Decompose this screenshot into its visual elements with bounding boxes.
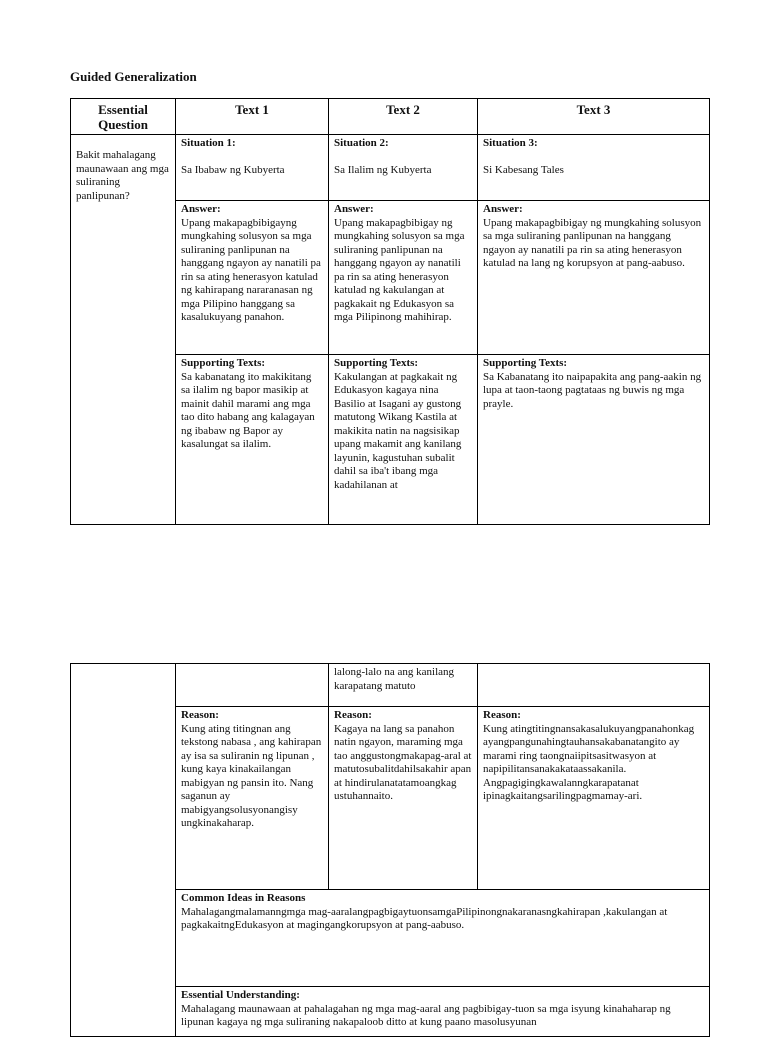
supporting-1-cell-continued bbox=[176, 664, 329, 707]
reason-3-text: Kung atingtitingnansakasalukuyangpanahonkag ayangpangunahingtauhansakabanatangito ay marami ring taongnaiipitsasitwasyon at napipilitansanakakataassakanila. Angpagigingkawalanngkarapatanat ipinagkaitangsarilingpagmamay-ari. bbox=[483, 722, 695, 802]
reason-1-text: Kung ating titingnan ang tekstong nabasa , ang kahirapan ay isa sa suliranin ng lipunan , kung kaya kinakailangan mabigyan ng pansin ito. Nang saganun ay mabigyangsolusyonangisy ungkinakaharap. bbox=[181, 722, 322, 829]
situation-3-label: Situation 3: bbox=[483, 137, 538, 149]
reason-1-label: Reason: bbox=[181, 709, 219, 721]
essential-question-cell-continued bbox=[71, 664, 176, 1037]
answer-3-cell bbox=[478, 201, 710, 355]
answer-3-label: Answer: bbox=[483, 203, 523, 215]
common-ideas-cell bbox=[176, 890, 710, 987]
reason-3-cell bbox=[478, 707, 710, 890]
answer-3-text: Upang makapagbibigay ng mungkahing solusyon sa mga suliraning panlipunan na hanggang ngayon ay nanatili pa rin sa ating henerasyon katulad na lang ng korupsyon at pang-aabuso. bbox=[483, 216, 702, 269]
reason-2-text: Kagaya na lang sa panahon natin ngayon, maraming mga tao anggustongmakapag-aral at matutosubalitdahilsakahir apan at hindirulanatatamoangkag ustuhannaito. bbox=[334, 722, 472, 802]
reason-2-cell bbox=[329, 707, 478, 890]
essential-understanding-cell bbox=[176, 987, 710, 1037]
supporting-3-text: Sa Kabanatang ito naipapakita ang pang-aakin ng lupa at taon-taong pagtataas ng buwis ng mga prayle. bbox=[483, 370, 702, 410]
supporting-3-cell-continued bbox=[478, 664, 710, 707]
situation-3-cell bbox=[478, 135, 710, 201]
supporting-1-text: Sa kabanatang ito makikitang sa ilalim ng bapor masikip at mainit dahil marami ang mga tao dito habang ang kalagayan ng ibabaw ng Bapor ay kasalungat sa ilalim. bbox=[181, 370, 315, 450]
supporting-2-label: Supporting Texts: bbox=[334, 357, 419, 369]
situation-1-name: Sa Ibabaw ng Kubyerta bbox=[181, 163, 285, 176]
situation-2-name: Sa Ilalim ng Kubyerta bbox=[334, 163, 432, 176]
supporting-2-cell bbox=[329, 355, 478, 525]
reason-1-cell bbox=[176, 707, 329, 890]
situation-1-cell bbox=[176, 135, 329, 201]
page-title: Guided Generalization bbox=[70, 69, 197, 84]
essential-understanding-text: Mahalagang maunawaan at pahalagahan ng mga mag-aaral ang pagbibigay-tuon sa mga isyung kinahaharap ng lipunan kagaya ng mga suliraning nakapaloob ditto at kung paano masolusyunan bbox=[181, 1002, 671, 1028]
supporting-1-cell bbox=[176, 355, 329, 525]
reason-3-label: Reason: bbox=[483, 709, 521, 721]
generalization-table-continued bbox=[70, 663, 710, 1037]
situation-1-label: Situation 1: bbox=[181, 137, 236, 149]
reason-2-label: Reason: bbox=[334, 709, 372, 721]
generalization-table bbox=[70, 98, 710, 525]
answer-2-text: Upang makapagbibigay ng mungkahing solusyon sa mga suliraning panlipunan na hanggang ngayon ay nanatili pa rin sa ating henerasyon katulad ng kakulangan at pagkakait ng Edukasyon sa mga Pilipinong mahihirap. bbox=[334, 216, 465, 323]
essential-understanding-label: Essential Understanding: bbox=[181, 989, 300, 1001]
answer-1-text: Upang makapagbibigayng mungkahing solusyon sa mga suliraning panlipunan na hanggang ngayon ay nanatili pa rin sa ating henerasyon katulad ng kahirapang nararanasan ng mga Pilipino hanggang sa kasalukuyang panahon. bbox=[181, 216, 321, 323]
situation-2-cell bbox=[329, 135, 478, 201]
common-ideas-label: Common Ideas in Reasons bbox=[181, 892, 306, 904]
common-ideas-text: Mahalagangmalamanngmga mag-aaralangpagbigaytuonsamgaPilipinongnakaranasngkahirapan ,kakulangan at pagkakaitngEdukasyon at magingangkorupsyon at pang-aabuso. bbox=[181, 905, 668, 931]
supporting-3-label: Supporting Texts: bbox=[483, 357, 568, 369]
situation-3-name: Si Kabesang Tales bbox=[483, 163, 564, 176]
supporting-2-cell-continued bbox=[329, 664, 478, 707]
answer-2-label: Answer: bbox=[334, 203, 374, 215]
answer-2-cell bbox=[329, 201, 478, 355]
supporting-2-continued-text: lalong-lalo na ang kanilang karapatang matuto bbox=[334, 666, 455, 692]
essential-question-cell bbox=[71, 135, 176, 525]
essential-question-text: Bakit mahalagang maunawaan ang mga suliraning panlipunan? bbox=[76, 149, 169, 202]
header-text-2: Text 2 bbox=[329, 99, 478, 135]
supporting-2-text: Kakulangan at pagkakait ng Edukasyon kagaya nina Basilio at Isagani ay gustong matutong Wikang Kastila at makikita natin na nagsisikap upang makamit ang kanilang layunin, kagustuhan subalit dahil sa iba't ibang mga kadahilanan at bbox=[334, 370, 462, 491]
header-essential-question: Essential Question bbox=[71, 99, 176, 135]
answer-1-label: Answer: bbox=[181, 203, 221, 215]
answer-1-cell bbox=[176, 201, 329, 355]
header-text-3: Text 3 bbox=[478, 99, 710, 135]
supporting-3-cell bbox=[478, 355, 710, 525]
situation-2-label: Situation 2: bbox=[334, 137, 389, 149]
header-text-1: Text 1 bbox=[176, 99, 329, 135]
supporting-1-label: Supporting Texts: bbox=[181, 357, 266, 369]
